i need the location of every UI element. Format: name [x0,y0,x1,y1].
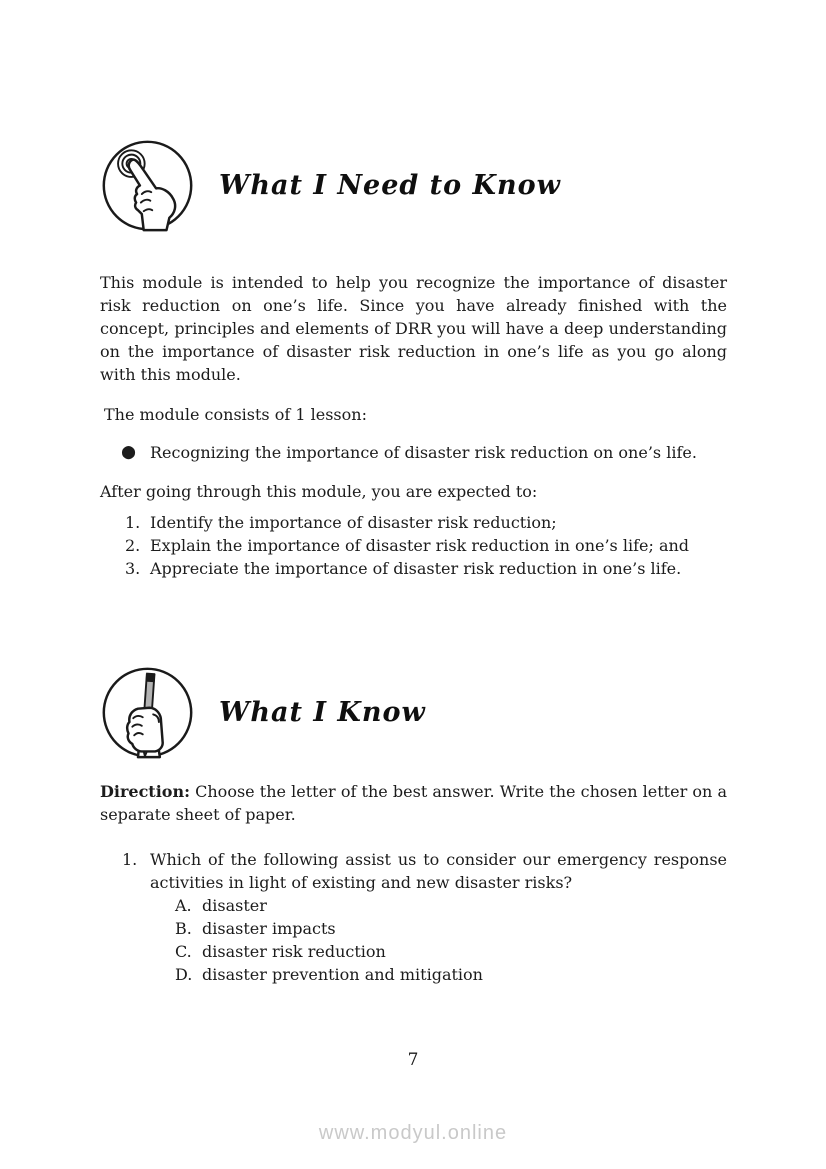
option-text: disaster risk reduction [202,942,386,961]
question-number: 1. [122,850,138,869]
lesson-bullet-item [100,441,727,464]
objective-item [100,557,727,580]
lesson-bullet-text: Recognizing the importance of disaster risk reduction on one’s life. [150,443,697,462]
objective-item [100,511,727,534]
option-letter: C. [175,942,192,961]
direction-paragraph [100,780,727,826]
page-content [100,0,727,986]
option-b [175,917,727,940]
direction-label: Direction: [100,782,190,801]
tap-hand-icon [100,138,195,233]
section-header-what-i-know [100,665,727,760]
objectives-intro: After going through this module, you are expected to: [100,482,538,501]
option-c [175,940,727,963]
section-title-what-i-know: What I Know [219,697,426,728]
section-header-what-i-need-to-know [100,138,727,233]
lesson-count-line: The module consists of 1 lesson: [104,405,367,424]
question-1 [100,848,727,986]
option-text: disaster prevention and mitigation [202,965,483,984]
option-d [175,963,727,986]
section-title-what-i-need-to-know: What I Need to Know [219,170,561,201]
hand-holding-pencil-icon [100,665,195,760]
option-letter: A. [175,896,192,915]
objective-number: 1. [125,513,141,532]
page-number: 7 [407,1050,419,1070]
option-letter: D. [175,965,193,984]
objective-number: 3. [125,559,141,578]
option-letter: B. [175,919,192,938]
objective-item [100,534,727,557]
option-text: disaster [202,896,267,915]
objective-text: Explain the importance of disaster risk reduction in one’s life; and [150,536,690,555]
direction-text: Choose the letter of the best answer. Write the chosen letter on a separate sheet of paper. [100,782,727,824]
objective-number: 2. [125,536,141,555]
option-text: disaster impacts [202,919,336,938]
options-list [175,894,727,986]
watermark-text: www.modyul.online [318,1122,508,1144]
objective-text: Identify the importance of disaster risk reduction; [150,513,557,532]
objective-text: Appreciate the importance of disaster risk reduction in one’s life. [150,559,682,578]
bullet-icon: ⬤ [121,445,136,460]
objectives-list [100,511,727,580]
question-text: Which of the following assist us to consider our emergency response activities in light of existing and new disaster risks? [150,850,727,892]
option-a [175,894,727,917]
intro-paragraph: This module is intended to help you recognize the importance of disaster risk reduction on one’s life. Since you have already finished with the concept, principles and elements of DRR you will have a deep understanding on the importance of disaster risk reduction in one’s life as you go along with this module. [100,273,727,384]
question-row [100,848,727,894]
